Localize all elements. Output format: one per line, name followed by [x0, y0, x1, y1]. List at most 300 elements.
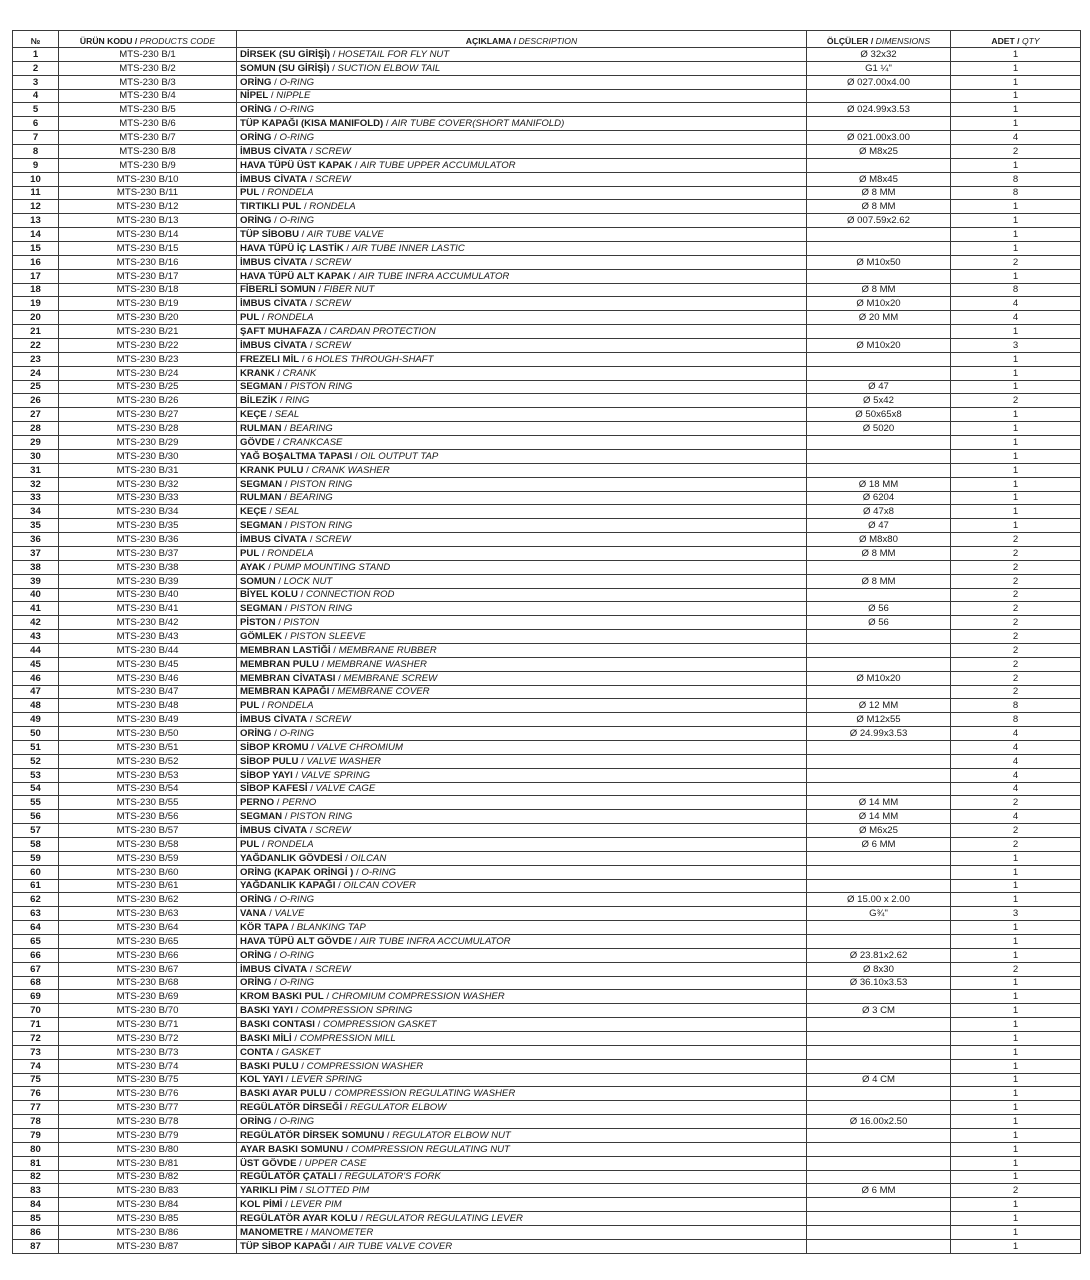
dimension [807, 921, 951, 935]
quantity: 3 [951, 907, 1081, 921]
quantity: 1 [951, 1087, 1081, 1101]
row-number: 50 [13, 727, 59, 741]
quantity: 2 [951, 560, 1081, 574]
description-en: AIR TUBE UPPER ACCUMULATOR [360, 159, 516, 171]
description-cell [237, 75, 807, 89]
quantity: 1 [951, 449, 1081, 463]
quantity: 4 [951, 311, 1081, 325]
quantity: 1 [951, 1170, 1081, 1184]
description-cell [237, 990, 807, 1004]
table-header [13, 31, 1081, 48]
description-separator: / [329, 686, 338, 698]
row-number: 19 [13, 297, 59, 311]
description-tr: ORİNG [240, 104, 272, 116]
description-separator: / [271, 727, 280, 739]
table-row [13, 172, 1081, 186]
table-row [13, 394, 1081, 408]
description-cell [237, 1226, 807, 1240]
description-en: SCREW [315, 533, 351, 545]
product-code: MTS-230 B/54 [59, 782, 237, 796]
product-code: MTS-230 B/24 [59, 366, 237, 380]
description-en: LOCK NUT [283, 575, 333, 587]
description-separator: / [352, 450, 361, 462]
quantity: 1 [951, 352, 1081, 366]
table-row [13, 158, 1081, 172]
quantity: 1 [951, 1239, 1081, 1253]
product-code: MTS-230 B/35 [59, 519, 237, 533]
table-row [13, 1226, 1081, 1240]
table-row [13, 1198, 1081, 1212]
description-separator: / [335, 880, 344, 892]
description-separator: / [271, 104, 280, 116]
product-code: MTS-230 B/46 [59, 671, 237, 685]
description-cell [237, 1212, 807, 1226]
description-separator: / [297, 1185, 306, 1197]
description-tr: NİPEL [240, 90, 269, 102]
row-number: 43 [13, 630, 59, 644]
product-code: MTS-230 B/21 [59, 325, 237, 339]
description-separator: / [298, 1060, 307, 1072]
table-row [13, 893, 1081, 907]
description-tr: KOL PİMİ [240, 1199, 283, 1211]
description-en: SEAL [274, 506, 300, 518]
row-number: 13 [13, 214, 59, 228]
quantity: 1 [951, 366, 1081, 380]
quantity: 1 [951, 269, 1081, 283]
description-separator: / [259, 187, 268, 199]
description-separator: / [314, 1019, 323, 1031]
description-tr: BASKI CONTASI [240, 1019, 315, 1031]
row-number: 77 [13, 1101, 59, 1115]
quantity: 4 [951, 810, 1081, 824]
product-code: MTS-230 B/64 [59, 921, 237, 935]
product-code: MTS-230 B/77 [59, 1101, 237, 1115]
description-en: LEVER SPRING [291, 1074, 363, 1086]
row-number: 65 [13, 935, 59, 949]
table-row [13, 1142, 1081, 1156]
row-number: 29 [13, 436, 59, 450]
description-separator: / [291, 1032, 300, 1044]
description-en: 6 HOLES THROUGH-SHAFT [307, 353, 434, 365]
quantity: 4 [951, 782, 1081, 796]
description-separator: / [307, 963, 316, 975]
row-number: 12 [13, 200, 59, 214]
description-en: VALVE WASHER [306, 755, 381, 767]
description-en: GASKET [281, 1046, 321, 1058]
description-cell [237, 394, 807, 408]
quantity: 1 [951, 1198, 1081, 1212]
product-code: MTS-230 B/29 [59, 436, 237, 450]
dimension [807, 1142, 951, 1156]
description-en: O-RING [279, 104, 315, 116]
quantity: 1 [951, 1045, 1081, 1059]
description-cell [237, 796, 807, 810]
quantity: 2 [951, 574, 1081, 588]
description-cell [237, 89, 807, 103]
quantity: 1 [951, 242, 1081, 256]
description-cell [237, 228, 807, 242]
description-tr: AYAR BASKI SOMUNU [240, 1143, 344, 1155]
row-number: 42 [13, 616, 59, 630]
row-number: 9 [13, 158, 59, 172]
product-code: MTS-230 B/8 [59, 145, 237, 159]
product-code: MTS-230 B/36 [59, 533, 237, 547]
quantity: 8 [951, 713, 1081, 727]
quantity: 1 [951, 158, 1081, 172]
description-separator: / [259, 312, 268, 324]
description-cell [237, 962, 807, 976]
row-number: 20 [13, 311, 59, 325]
description-separator: / [330, 644, 339, 656]
description-en: AIR TUBE VALVE [307, 229, 384, 241]
quantity: 1 [951, 1142, 1081, 1156]
table-row [13, 297, 1081, 311]
description-tr: KROM BASKI PUL [240, 991, 324, 1003]
description-tr: PUL [240, 547, 260, 559]
description-tr: PUL [240, 838, 260, 850]
dimension [807, 1018, 951, 1032]
description-cell [237, 1004, 807, 1018]
row-number: 73 [13, 1045, 59, 1059]
description-cell [237, 879, 807, 893]
description-en: BEARING [289, 423, 333, 435]
dimension: Ø 23.81x2.62 [807, 948, 951, 962]
product-code: MTS-230 B/19 [59, 297, 237, 311]
description-separator: / [343, 242, 352, 254]
table-row [13, 907, 1081, 921]
dimension: Ø 5020 [807, 422, 951, 436]
description-separator: / [265, 561, 274, 573]
description-en: CRANK [282, 367, 317, 379]
description-cell [237, 754, 807, 768]
description-en: CONNECTION ROD [305, 589, 395, 601]
quantity: 1 [951, 1059, 1081, 1073]
dimension [807, 740, 951, 754]
description-cell [237, 782, 807, 796]
description-tr: SOMUN (SU GİRİŞİ) [240, 62, 330, 74]
header-dim-tr: ÖLÇÜLER [826, 36, 869, 46]
product-code: MTS-230 B/57 [59, 824, 237, 838]
quantity: 1 [951, 48, 1081, 62]
description-cell [237, 214, 807, 228]
dimension [807, 990, 951, 1004]
product-code: MTS-230 B/80 [59, 1142, 237, 1156]
header-row [13, 31, 1081, 48]
row-number: 53 [13, 768, 59, 782]
row-number: 47 [13, 685, 59, 699]
product-code: MTS-230 B/73 [59, 1045, 237, 1059]
description-cell [237, 339, 807, 353]
dimension: Ø 8 MM [807, 574, 951, 588]
dimension: Ø 12 MM [807, 699, 951, 713]
description-separator: / [383, 118, 392, 130]
description-cell [237, 505, 807, 519]
description-cell [237, 893, 807, 907]
description-en: REGULATOR ELBOW [350, 1102, 447, 1114]
table-row [13, 1101, 1081, 1115]
quantity: 2 [951, 671, 1081, 685]
row-number: 87 [13, 1239, 59, 1253]
description-cell [237, 921, 807, 935]
table-row [13, 768, 1081, 782]
quantity: 1 [951, 325, 1081, 339]
product-code: MTS-230 B/70 [59, 1004, 237, 1018]
description-en: RONDELA [267, 838, 314, 850]
row-number: 62 [13, 893, 59, 907]
description-separator: / [301, 201, 310, 213]
table-row [13, 228, 1081, 242]
description-separator: / [271, 894, 280, 906]
description-separator: / [259, 700, 268, 712]
description-separator: / [318, 658, 327, 670]
description-separator: / [330, 48, 339, 60]
description-separator: / [299, 229, 307, 241]
table-row [13, 214, 1081, 228]
dimension: Ø 8 MM [807, 200, 951, 214]
description-separator: / [307, 339, 316, 351]
row-number: 21 [13, 325, 59, 339]
row-number: 18 [13, 283, 59, 297]
description-en: PISTON SLEEVE [290, 630, 366, 642]
dimension: Ø M6x25 [807, 824, 951, 838]
quantity: 2 [951, 394, 1081, 408]
description-en: COMPRESSION MILL [299, 1032, 396, 1044]
row-number: 78 [13, 1115, 59, 1129]
table-row [13, 851, 1081, 865]
product-code: MTS-230 B/47 [59, 685, 237, 699]
table-row [13, 1032, 1081, 1046]
description-tr: İMBUS CİVATA [240, 824, 308, 836]
description-en: OILCAN COVER [343, 880, 416, 892]
product-code: MTS-230 B/72 [59, 1032, 237, 1046]
product-code: MTS-230 B/42 [59, 616, 237, 630]
dimension: Ø 16.00x2.50 [807, 1115, 951, 1129]
description-separator: / [297, 589, 306, 601]
row-number: 81 [13, 1156, 59, 1170]
description-tr: PUL [240, 312, 260, 324]
description-separator: / [315, 284, 324, 296]
description-tr: HAVA TÜPÜ ALT KAPAK [240, 270, 351, 282]
dimension: Ø 8 MM [807, 546, 951, 560]
header-dim-en: DIMENSIONS [875, 36, 931, 46]
table-row [13, 380, 1081, 394]
quantity: 1 [951, 491, 1081, 505]
description-separator: / [299, 353, 308, 365]
table-row [13, 782, 1081, 796]
row-number: 54 [13, 782, 59, 796]
description-cell [237, 1073, 807, 1087]
quantity: 1 [951, 990, 1081, 1004]
product-code: MTS-230 B/50 [59, 727, 237, 741]
table-row [13, 449, 1081, 463]
product-code: MTS-230 B/79 [59, 1129, 237, 1143]
description-en: COMPRESSION WASHER [306, 1060, 424, 1072]
description-cell [237, 1198, 807, 1212]
description-cell [237, 283, 807, 297]
description-en: CARDAN PROTECTION [329, 326, 436, 338]
row-number: 5 [13, 103, 59, 117]
description-tr: AYAK [240, 561, 266, 573]
dimension: Ø 56 [807, 602, 951, 616]
description-tr: REGÜLATÖR ÇATALI [240, 1171, 337, 1183]
table-row [13, 657, 1081, 671]
table-row [13, 796, 1081, 810]
description-tr: ORİNG [240, 215, 272, 227]
row-number: 31 [13, 463, 59, 477]
description-cell [237, 560, 807, 574]
description-tr: BASKI AYAR PULU [240, 1088, 327, 1100]
product-code: MTS-230 B/48 [59, 699, 237, 713]
description-en: PISTON RING [290, 381, 353, 393]
description-cell [237, 1018, 807, 1032]
table-row [13, 643, 1081, 657]
description-tr: BASKI MİLİ [240, 1032, 292, 1044]
row-number: 26 [13, 394, 59, 408]
description-en: O-RING [279, 894, 315, 906]
description-separator: / [307, 783, 316, 795]
description-en: AIR TUBE VALVE COVER [338, 1240, 453, 1252]
product-code: MTS-230 B/27 [59, 408, 237, 422]
description-en: PISTON RING [290, 478, 353, 490]
quantity: 4 [951, 768, 1081, 782]
table-row [13, 671, 1081, 685]
description-tr: TÜP SİBOP KAPAĞI [240, 1240, 331, 1252]
description-en: SCREW [315, 298, 351, 310]
product-code: MTS-230 B/17 [59, 269, 237, 283]
quantity: 2 [951, 1184, 1081, 1198]
row-number: 15 [13, 242, 59, 256]
dimension [807, 560, 951, 574]
row-number: 51 [13, 740, 59, 754]
table-row [13, 269, 1081, 283]
table-row [13, 976, 1081, 990]
description-separator: / [342, 852, 351, 864]
product-code: MTS-230 B/85 [59, 1212, 237, 1226]
quantity: 1 [951, 422, 1081, 436]
product-code: MTS-230 B/7 [59, 131, 237, 145]
description-separator: / [351, 935, 360, 947]
product-code: MTS-230 B/45 [59, 657, 237, 671]
row-number: 40 [13, 588, 59, 602]
description-en: VALVE [274, 908, 305, 920]
description-tr: İMBUS CİVATA [240, 533, 308, 545]
table-row [13, 339, 1081, 353]
description-cell [237, 1239, 807, 1253]
description-separator: / [308, 741, 317, 753]
table-row [13, 1018, 1081, 1032]
description-tr: BASKI PULU [240, 1060, 299, 1072]
quantity: 2 [951, 796, 1081, 810]
dimension: Ø M8x45 [807, 172, 951, 186]
description-separator: / [343, 1143, 352, 1155]
quantity: 1 [951, 1018, 1081, 1032]
description-separator: / [336, 1171, 345, 1183]
product-code: MTS-230 B/11 [59, 186, 237, 200]
row-number: 75 [13, 1073, 59, 1087]
description-separator: / [292, 1005, 301, 1017]
description-separator: / [271, 977, 280, 989]
description-tr: ORİNG [240, 727, 272, 739]
table-row [13, 255, 1081, 269]
dimension: Ø 3 CM [807, 1004, 951, 1018]
description-cell [237, 269, 807, 283]
product-code: MTS-230 B/87 [59, 1239, 237, 1253]
quantity: 2 [951, 630, 1081, 644]
description-tr: RULMAN [240, 492, 282, 504]
row-number: 3 [13, 75, 59, 89]
description-separator: / [271, 1116, 280, 1128]
row-number: 76 [13, 1087, 59, 1101]
description-tr: CONTA [240, 1046, 274, 1058]
description-tr: SİBOP KAFESİ [240, 783, 308, 795]
product-code: MTS-230 B/3 [59, 75, 237, 89]
description-tr: HAVA TÜPÜ İÇ LASTİK [240, 242, 344, 254]
quantity: 1 [951, 893, 1081, 907]
description-tr: TIRTIKLI PUL [240, 201, 302, 213]
description-cell [237, 131, 807, 145]
product-code: MTS-230 B/43 [59, 630, 237, 644]
description-cell [237, 810, 807, 824]
dimension: Ø 8 MM [807, 283, 951, 297]
table-row [13, 519, 1081, 533]
description-tr: FİBERLİ SOMUN [240, 284, 316, 296]
dimension: Ø M10x20 [807, 671, 951, 685]
product-code: MTS-230 B/9 [59, 158, 237, 172]
dimension: Ø 18 MM [807, 477, 951, 491]
quantity: 1 [951, 1212, 1081, 1226]
table-row [13, 879, 1081, 893]
table-row [13, 1129, 1081, 1143]
row-number: 8 [13, 145, 59, 159]
header-code-en: PRODUCTS CODE [139, 36, 216, 46]
description-tr: SEGMAN [240, 478, 283, 490]
table-row [13, 574, 1081, 588]
product-code: MTS-230 B/58 [59, 837, 237, 851]
product-code: MTS-230 B/53 [59, 768, 237, 782]
description-separator: / [335, 672, 344, 684]
description-cell [237, 422, 807, 436]
row-number: 25 [13, 380, 59, 394]
description-tr: TÜP KAPAĞI (KISA MANIFOLD) [240, 118, 384, 130]
description-separator: / [282, 811, 291, 823]
description-en: PUMP MOUNTING STAND [273, 561, 391, 573]
table-body [13, 48, 1081, 1254]
description-en: O-RING [279, 977, 315, 989]
description-tr: REGÜLATÖR AYAR KOLU [240, 1213, 358, 1225]
quantity: 2 [951, 616, 1081, 630]
description-tr: PİSTON [240, 617, 276, 629]
product-code: MTS-230 B/52 [59, 754, 237, 768]
description-cell [237, 907, 807, 921]
description-cell [237, 1115, 807, 1129]
row-number: 80 [13, 1142, 59, 1156]
description-cell [237, 948, 807, 962]
description-separator: / [292, 769, 301, 781]
description-separator: / [307, 714, 316, 726]
description-cell [237, 48, 807, 62]
dimension: G1 ¼" [807, 61, 951, 75]
description-en: SCREW [315, 173, 351, 185]
description-cell [237, 1045, 807, 1059]
table-row [13, 546, 1081, 560]
product-code: MTS-230 B/15 [59, 242, 237, 256]
description-en: SCREW [315, 714, 351, 726]
quantity: 8 [951, 699, 1081, 713]
product-code: MTS-230 B/86 [59, 1226, 237, 1240]
description-en: FIBER NUT [323, 284, 375, 296]
description-en: SCREW [315, 824, 351, 836]
description-en: RING [285, 395, 310, 407]
